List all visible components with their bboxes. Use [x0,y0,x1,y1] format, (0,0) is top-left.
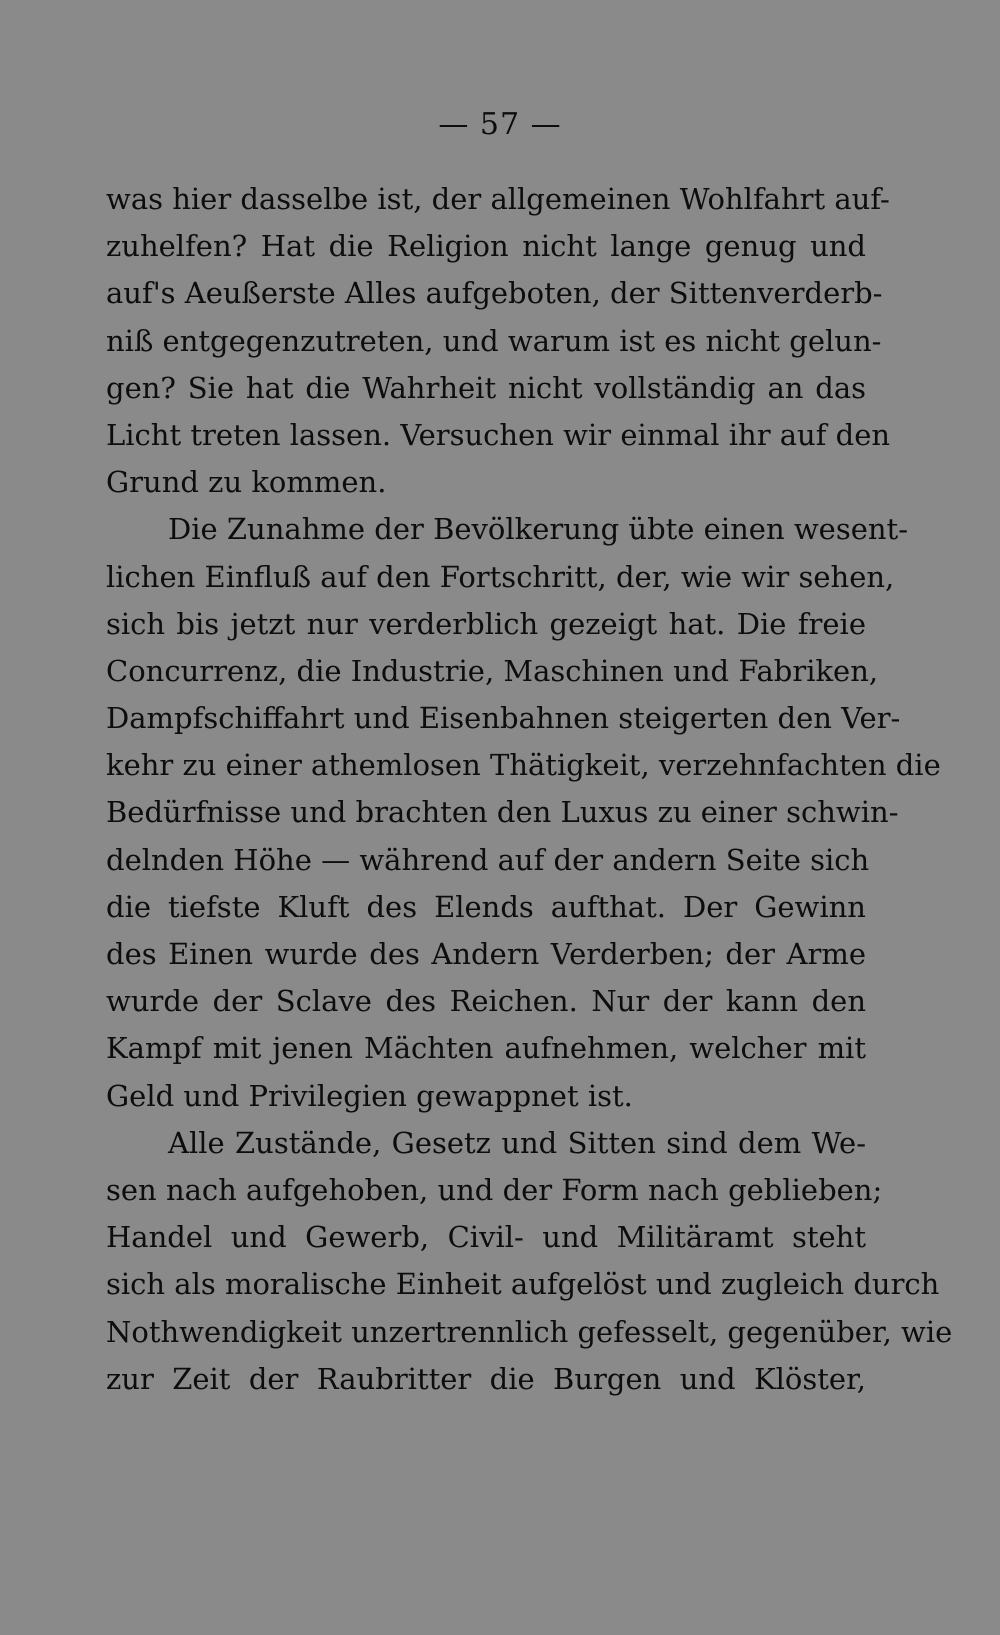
text-line: Bedürfnisse und brachten den Luxus zu einer schwin- [106,795,899,830]
text-line: Handel und Gewerb, Civil- und Militäramt steht [106,1220,866,1255]
text-line: niß entgegenzutreten, und warum ist es nicht gelun- [106,323,882,358]
text-line: delnden Höhe — während auf der andern Seite sich [106,842,870,877]
text-line: Dampfschiffahrt und Eisenbahnen steigerten den Ver- [106,701,901,736]
text-line: sich bis jetzt nur verderblich gezeigt hat. Die freie [106,606,866,641]
text-line: Nothwendigkeit unzertrennlich gefesselt, gegenüber, wie [106,1314,953,1349]
text-line: wurde der Sclave des Reichen. Nur der kann den [106,984,866,1019]
text-line: des Einen wurde des Andern Verderben; der Arme [106,937,866,971]
paragraph-end-line: Geld und Privilegien gewappnet ist. [106,1078,633,1113]
paragraph-start-line: Die Zunahme der Bevölkerung übte einen wesent- [168,512,908,547]
page-number: — 57 — [438,107,562,142]
text-line: Kampf mit jenen Mächten aufnehmen, welcher mit [106,1031,866,1066]
paragraph-start-line: Alle Zustände, Gesetz und Sitten sind dem We- [168,1125,866,1160]
text-line: auf's Aeußerste Alles aufgeboten, der Sittenverderb- [106,276,883,311]
text-line: kehr zu einer athemlosen Thätigkeit, verzehnfachten die [106,748,941,783]
text-line: Concurrenz, die Industrie, Maschinen und Fabriken, [106,653,879,688]
text-line: zur Zeit der Raubritter die Burgen und Klöster, [106,1361,866,1396]
text-line: lichen Einfluß auf den Fortschritt, der, wie wir sehen, [106,559,895,594]
body-text [106,176,953,1403]
text-line: gen? Sie hat die Wahrheit nicht vollständig an das [106,370,866,405]
paragraph-end-line: Grund zu kommen. [106,465,387,500]
text-line: sich als moralische Einheit aufgelöst und zugleich durch [106,1267,940,1302]
text-line: sen nach aufgehoben, und der Form nach geblieben; [106,1172,883,1207]
text-line: Licht treten lassen. Versuchen wir einmal ihr auf den [106,417,891,452]
text-line: was hier dasselbe ist, der allgemeinen Wohlfahrt auf- [106,182,890,216]
text-line: die tiefste Kluft des Elends aufthat. Der Gewinn [106,889,866,924]
text-line: zuhelfen? Hat die Religion nicht lange genug und [106,229,866,264]
